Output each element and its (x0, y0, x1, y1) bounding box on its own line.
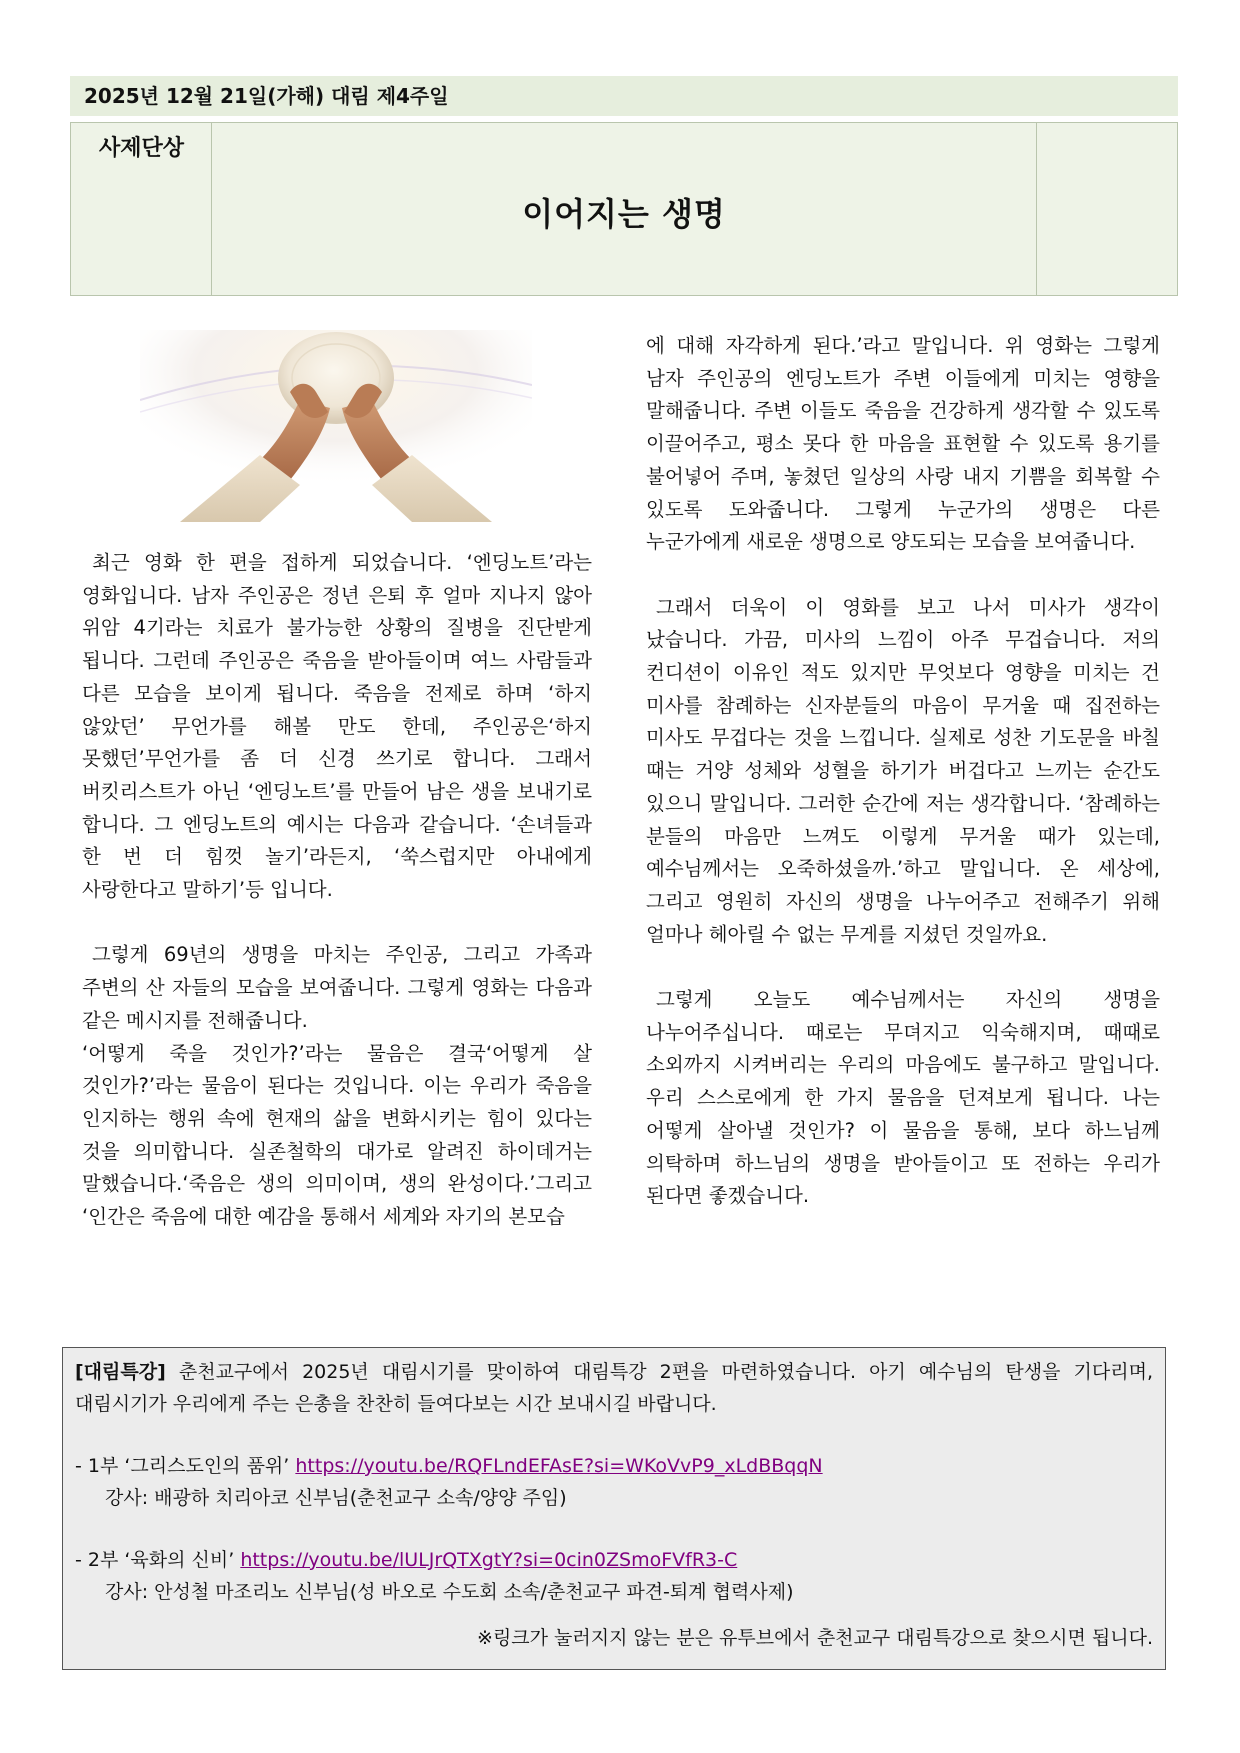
paragraph: 그렇게 69년의 생명을 마치는 주인공, 그리고 가족과 주변의 산 자들의 모습을 보여줍니다. 그렇게 영화는 다음과 같은 메시지를 전해줍니다. (82, 943, 592, 1032)
notice-footnote: ※링크가 눌러지지 않는 분은 유투브에서 춘천교구 대림특강으로 찾으시면 됩니다. (477, 1627, 1153, 1649)
date-header: 2025년 12월 21일(가해) 대림 제4주일 (70, 76, 1178, 116)
paragraph: 최근 영화 한 편을 접하게 되었습니다. ‘엔딩노트’라는 영화입니다. 남자 주인공은 정년 은퇴 후 얼마 지나지 않아 위암 4기라는 치료가 불가능한 상황의 질병을 진단받게 됩니다. 그런데 주인공은 죽음을 받아들이며 여느 사람들과 다른 모습을 보이게 됩니다. 죽음을 전제로 하며 ‘하지 않았던’ 무언가를 해볼 만도 한데, 주인공은‘하지 못했던’무언가를 좀 더 신경 쓰기로 합니다. 그래서 버킷리스트가 아닌 ‘엔딩노트’를 만들어 남은 생을 보내기로 합니다. 그 엔딩노트의 예시는 다음과 같습니다. ‘손녀들과 한 번 더 힘껏 놀기’라든지, ‘쑥스럽지만 아내에게 사랑한다고 말하기’등 입니다. (82, 551, 592, 902)
title-box (70, 122, 1178, 296)
lecture-1-link[interactable]: https://youtu.be/RQFLndEFAsE?si=WKoVvP9_xLdBBqqN (295, 1455, 823, 1477)
lecture-2-speaker: 강사: 안성철 마조리노 신부님(성 바오로 수도회 소속/춘천교구 파견-퇴계 협력사제) (105, 1581, 794, 1603)
lecture-1-title: - 1부 ‘그리스도인의 품위’ (75, 1455, 296, 1477)
paragraph: ‘어떻게 죽을 것인가?’라는 물음은 결국‘어떻게 살 것인가?’라는 물음이 된다는 것입니다. 이는 우리가 죽음을 인지하는 행위 속에 현재의 삶을 변화시키는 힘이 있다는 것을 의미합니다. 실존철학의 대가로 알려진 하이데거는 말했습니다.‘죽음은 생의 의미이며, 생의 완성이다.’그리고 ‘인간은 죽음에 대한 예감을 통해서 세계와 자기의 본모습 (82, 1041, 592, 1229)
lecture-2-link[interactable]: https://youtu.be/lULJrQTXgtY?si=0cin0ZSmoFVfR3-C (240, 1549, 738, 1571)
eucharist-host-image (140, 330, 532, 522)
lecture-2-line (75, 1544, 1153, 1576)
notice-intro (75, 1356, 1153, 1420)
lecture-1-speaker: 강사: 배광하 치리아코 신부님(춘천교구 소속/양양 주임) (105, 1487, 567, 1509)
article-title: 이어지는 생명 (522, 195, 726, 233)
section-label: 사제단상 (99, 136, 185, 161)
paragraph: 그렇게 오늘도 예수님께서는 자신의 생명을 나누어주십니다. 때로는 무뎌지고 익숙해지며, 때때로 소외까지 시켜버리는 우리의 마음에도 불구하고 말입니다. 우리 스스로에게 한 가지 물음을 던져보게 됩니다. 나는 어떻게 살아낼 것인가? 이 물음을 통해, 보다 하느님께 의탁하며 하느님의 생명을 받아들이고 또 전하는 우리가 된다면 좋겠습니다. (646, 988, 1160, 1208)
article-right-column (646, 330, 1160, 1213)
lecture-1-line (75, 1450, 1153, 1482)
paragraph: 그래서 더욱이 이 영화를 보고 나서 미사가 생각이 났습니다. 가끔, 미사의 느낌이 아주 무겁습니다. 저의 컨디션이 이유인 적도 있지만 무엇보다 영향을 미치는 건 미사를 참례하는 신자분들의 마음이 무거울 때 집전하는 미사도 무겁다는 것을 느낍니다. 실제로 성찬 기도문을 바칠 때는 거양 성체와 성혈을 하기가 버겁다고 느끼는 순간도 있으니 말입니다. 그러한 순간에 저는 생각합니다. ‘참례하는 분들의 마음만 느껴도 이렇게 무거울 때가 있는데, 예수님께서는 오죽하셨을까.’하고 말입니다. 온 세상에, 그리고 영원히 자신의 생명을 나누어주고 전해주기 위해 얼마나 헤아릴 수 없는 무게를 지셨던 것일까요. (646, 595, 1160, 946)
article-left-column (82, 547, 592, 1234)
advent-lecture-notice (62, 1347, 1166, 1670)
lecture-2-title: - 2부 ‘육화의 신비’ (75, 1549, 241, 1571)
notice-intro-text: 춘천교구에서 2025년 대림시기를 맞이하여 대림특강 2편을 마련하였습니다. 아기 예수님의 탄생을 기다리며, 대림시기가 우리에게 주는 은총을 찬찬히 들여다보는 시간 보내시길 바랍니다. (75, 1361, 1153, 1415)
paragraph: 에 대해 자각하게 된다.’라고 말입니다. 위 영화는 그렇게 남자 주인공의 엔딩노트가 주변 이들에게 미치는 영향을 말해줍니다. 주변 이들도 죽음을 건강하게 생각할 수 있도록 이끌어주고, 평소 못다 한 마음을 표현할 수 있도록 용기를 불어넣어 주며, 놓쳤던 일상의 사랑 내지 기쁨을 회복할 수 있도록 도와줍니다. 그렇게 누군가의 생명은 다른 누군가에게 새로운 생명으로 양도되는 모습을 보여줍니다. (646, 334, 1160, 554)
notice-label: [대림특강] (75, 1361, 166, 1383)
